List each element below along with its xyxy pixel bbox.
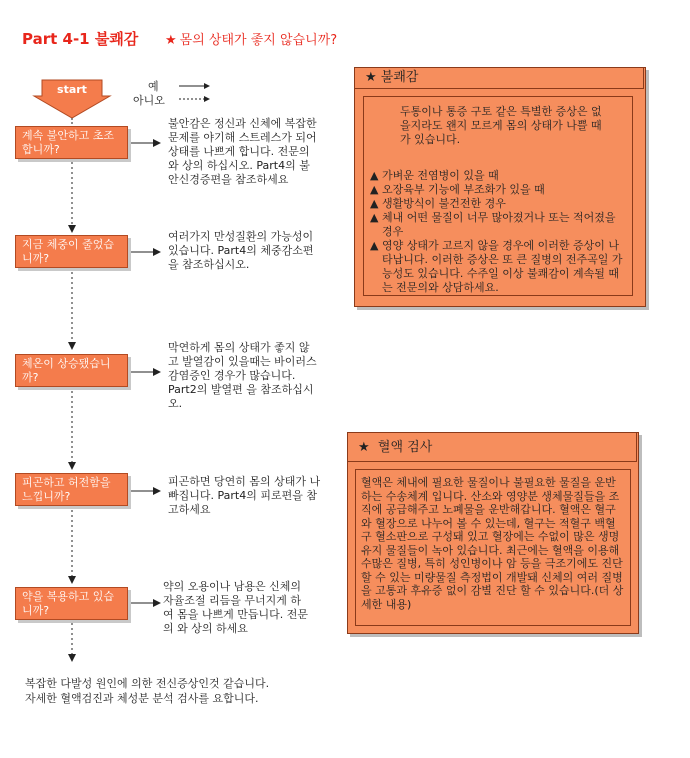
- star-icon: ★: [358, 440, 378, 455]
- conclusion-line-1: 복잡한 다발성 원인에 의한 전신증상인것 같습니다.: [25, 677, 270, 690]
- question-box-5: 약을 복용하고 있습니까?: [15, 587, 128, 620]
- star-icon: ★: [365, 70, 381, 85]
- start-node: [38, 80, 106, 106]
- bullet-item: ▲ 가벼운 전염병이 있을 때: [370, 169, 499, 182]
- answer-text-2: 여러가지 만성질환의 가능성이 있습니다. Part4의 체중감소편을 참조하십시오.: [168, 230, 314, 271]
- answer-text-3: 막연하게 몸의 상태가 좋지 않고 발열감이 있을때는 바이러스 감염증인 경우가 많습니다. Part2의 발열편 을 참조하십시오.: [168, 341, 317, 410]
- panel-intro: 두통이나 통증 구토 같은 특별한 증상은 없을지라도 왠지 모르게 몸의 상태가 나쁠 때가 있습니다.: [400, 105, 602, 146]
- question-box-4: 피곤하고 허전함을 느낍니까?: [15, 473, 128, 506]
- legend-no-label: 아니오: [133, 94, 165, 107]
- answer-text-1: 불안감은 정신과 신체에 복잡한 문제를 야기해 스트레스가 되어 상태를 나쁘게 합니다. 전문의와 상의 하십시오. Part4의 불안신경증편을 참조하세요: [168, 117, 317, 186]
- legend-yes-label: 예: [148, 80, 159, 93]
- panel-body: [363, 96, 633, 296]
- panel-title: 혈액 검사: [377, 440, 433, 455]
- conclusion: [25, 676, 269, 706]
- panel-header: [354, 67, 644, 89]
- question-box-3: 체온이 상승됐습니까?: [15, 354, 128, 387]
- star-icon: ★: [165, 33, 177, 48]
- bullet-item: ▲ 오장육부 기능에 부조화가 있을 때: [370, 183, 545, 196]
- panel-title: 불쾌감: [380, 70, 419, 85]
- bullet-item: ▲ 생활방식이 불건전한 경우: [370, 197, 506, 210]
- subtitle-text: 몸의 상태가 좋지 않습니까?: [179, 33, 338, 48]
- answer-text-4: 피곤하면 당연히 몸의 상태가 나빠집니다. Part4의 피로편을 참고하세요: [168, 475, 321, 516]
- question-box-2: 지금 체중이 줄었습니까?: [15, 235, 128, 268]
- panel-body: 혈액은 체내에 필요한 물질이나 불필요한 물질을 운반하는 수송체계 입니다. 산소와 영양분 생체물질들을 조직에 공급해주고 노폐물을 운반해갑니다. 혈액은 혈구와 혈장으로 나누어 볼 수 있는데, 혈구는 적혈구 백혈구 혈소판으로 구성돼 있고 혈장에는 수없이 많은 생명유지 물질들이 녹아 있습니다. 최근에는 혈액을 이용해 수많은 질병, 특히 성인병이나 암 등을 극조기에도 진단할 수 있는 미량물질 측정법이 개발돼 신체의 여러 질병을 고통과 후유증 없이 감별 진단 할 수 있습니다.(더 상세한 내용): [355, 469, 631, 626]
- question-box-1: 계속 불안하고 초조합니까?: [15, 126, 128, 159]
- page-title: Part 4-1 불쾌감: [22, 30, 139, 48]
- info-panel-blood-test: [347, 432, 639, 634]
- start-label: start: [57, 83, 87, 96]
- bullet-item: ▲ 체내 어떤 물질이 너무 많아졌거나 또는 적어졌을 경우: [370, 211, 616, 238]
- conclusion-line-2: 자세한 혈액검진과 체성분 분석 검사를 요합니다.: [25, 692, 259, 705]
- panel-header: [347, 432, 637, 462]
- info-panel-discomfort: [354, 67, 646, 307]
- answer-text-5: 약의 오용이나 남용은 신체의 자율조절 리듬을 무너지게 하여 몸을 나쁘게 만듭니다. 전문의 와 상의 하세요: [163, 580, 308, 635]
- bullet-item: ▲ 영양 상태가 고르지 않을 경우에 이러한 증상이 나타납니다. 이러한 증상은 또 큰 질병의 전주곡일 가능성도 있습니다. 수주일 이상 불쾌감이 계속될 때는 전문의와 상담하세요.: [370, 239, 623, 294]
